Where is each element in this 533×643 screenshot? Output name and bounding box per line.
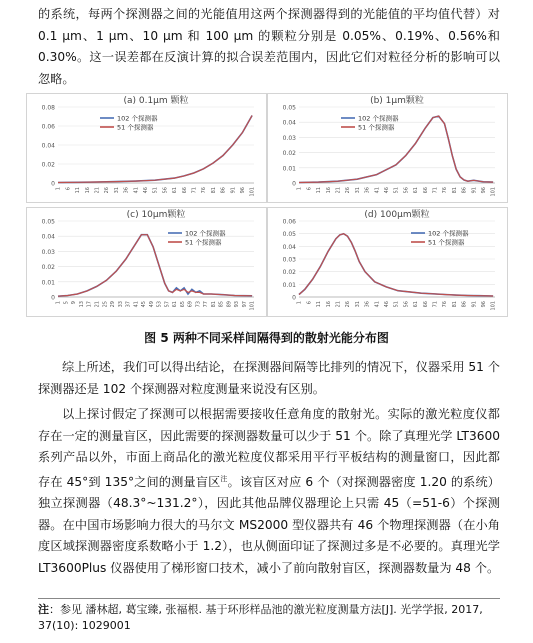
x-tick-label: 56 [403,301,410,308]
x-tick-label: 101 [490,301,497,311]
y-tick-label: 0 [51,180,55,188]
chart-frame [27,208,267,317]
y-tick-label: 0.02 [282,269,296,277]
y-tick-label: 0 [51,294,55,302]
paragraph-intro: 的系统，每两个探测器之间的光能值用这两个探测器得到的光能值的平均值代替）对 0.1 μm、1 μm、10 μm 和 100 μm 的颗粒分别是 0.05%、0.19%、0.56%和 0.30%。这一误差都在反演计算的拟合误差范围内，因此它们对粒径分析的影响可以忽略。 [38,7,500,86]
y-tick-label: 0.01 [282,281,296,289]
x-tick-label: 65 [179,301,186,308]
x-tick-label: 53 [156,301,163,308]
x-tick-label: 76 [442,187,449,194]
x-tick-label: 21 [94,187,101,194]
y-tick-label: 0 [292,294,296,302]
x-tick-label: 61 [413,187,420,194]
x-tick-label: 36 [364,301,371,308]
x-tick-label: 46 [384,187,391,194]
chart-panel-d [267,207,508,317]
paragraph-blind-zone-part2: 。该盲区对应 6 个（对探测器密度 1.20 的系统）独立探测器（48.3°~131.2°），因此其他品牌仪器理论上只需 45（=51-6）个探测器。在中国市场影响力很大的马尔文 MS2000 型仪器共有 46 个物理探测器（在小角度区域探测器密度系数略小于 1.2），也从侧面印证了探测过多是不必要的。真理光学 LT3600Plus 仪器使用了梯形窗口技术，减小了前向散射盲区，探测器数量为 48 个。 [38,474,500,575]
x-tick-label: 93 [234,301,241,308]
x-tick-label: 71 [191,187,198,194]
x-tick-label: 96 [481,301,488,308]
x-tick-label: 1 [55,187,62,191]
x-tick-label: 21 [335,301,342,308]
x-tick-label: 6 [306,301,313,305]
x-tick-label: 26 [104,187,111,194]
x-tick-label: 33 [117,301,124,308]
x-tick-label: 31 [354,187,361,194]
legend-label: 51 个探测器 [185,238,222,247]
x-tick-label: 5 [63,301,70,305]
x-tick-label: 97 [241,301,248,308]
x-tick-label: 46 [384,301,391,308]
y-tick-label: 0.01 [282,165,296,173]
x-tick-label: 81 [451,187,458,194]
y-tick-label: 0.05 [41,218,55,226]
y-tick-label: 0.04 [282,243,296,251]
x-tick-label: 69 [187,301,194,308]
footnote-body: ：参见 潘林超, 葛宝臻, 张福根. 基于环形样品池的激光粒度测量方法[J]. 光学学报, 2017, 37(10): 1029001 [38,603,483,632]
y-tick-label: 0.05 [282,231,296,239]
x-tick-label: 86 [220,187,227,194]
x-tick-label: 101 [249,301,256,311]
legend-label: 51 个探测器 [358,123,395,132]
x-tick-label: 16 [325,301,332,308]
y-tick-label: 0.05 [282,104,296,112]
x-tick-label: 66 [181,187,188,194]
y-tick-label: 0.04 [41,233,55,241]
y-tick-label: 0.06 [41,123,55,131]
x-tick-label: 51 [152,187,159,194]
footnote-divider [38,598,500,599]
x-tick-label: 66 [422,187,429,194]
x-tick-label: 56 [403,187,410,194]
x-tick-label: 16 [325,187,332,194]
x-tick-label: 91 [471,301,478,308]
chart-frame [268,208,508,317]
legend-label: 51 个探测器 [428,238,465,247]
chart-d [267,207,508,317]
x-tick-label: 21 [335,187,342,194]
x-tick-label: 21 [94,301,101,308]
x-tick-label: 26 [345,301,352,308]
y-tick-label: 0.02 [41,161,55,169]
x-tick-label: 31 [113,187,120,194]
x-tick-label: 91 [230,187,237,194]
legend-label: 102 个探测器 [117,114,158,123]
figure-5 [26,93,508,317]
x-tick-label: 61 [172,187,179,194]
chart-title: (b) 1μm颗粒 [370,96,424,106]
chart-frame [268,94,508,203]
y-tick-label: 0.02 [282,150,296,158]
x-tick-label: 57 [164,301,171,308]
paragraph-blind-zone [38,404,500,579]
x-tick-label: 6 [65,187,72,191]
x-tick-label: 71 [432,301,439,308]
x-tick-label: 41 [133,187,140,194]
x-tick-label: 101 [249,187,256,197]
y-tick-label: 0.03 [282,134,296,142]
chart-c [26,207,267,317]
x-tick-label: 36 [364,187,371,194]
y-tick-label: 0.08 [41,104,55,112]
footnote-label: 注 [38,603,49,616]
x-tick-label: 41 [374,301,381,308]
x-tick-label: 6 [306,187,313,191]
x-tick-label: 36 [123,187,130,194]
y-tick-label: 0.02 [41,264,55,272]
y-tick-label: 0.03 [282,256,296,264]
chart-title: (c) 10μm颗粒 [126,210,186,220]
x-tick-label: 85 [218,301,225,308]
legend-label: 102 个探测器 [358,114,399,123]
x-tick-label: 96 [481,187,488,194]
x-tick-label: 66 [422,301,429,308]
x-tick-label: 89 [226,301,233,308]
y-tick-label: 0.01 [41,279,55,287]
x-tick-label: 101 [490,187,497,197]
x-tick-label: 13 [78,301,85,308]
x-tick-label: 1 [296,187,303,191]
chart-b [267,93,508,203]
y-tick-label: 0.04 [282,119,296,127]
x-tick-label: 86 [461,301,468,308]
x-tick-label: 81 [451,301,458,308]
x-tick-label: 61 [413,301,420,308]
x-tick-label: 11 [316,301,323,308]
x-tick-label: 26 [345,187,352,194]
x-tick-label: 81 [210,187,217,194]
paragraph-blind-zone-part1: 以上探讨假定了探测可以根据需要接收任意角度的散射光。实际的激光粒度仪都存在一定的测量盲区，因此需要的探测器数量可以少于 51 个。除了真理光学 LT3600 系列产品以外，市面上商品化的激光粒度仪都采用平行平板结构的测量窗口，因此都存在 45°到 135°之间的测量盲区 [38,407,500,489]
x-tick-label: 16 [84,187,91,194]
x-tick-label: 11 [316,187,323,194]
x-tick-label: 46 [143,187,150,194]
x-tick-label: 11 [75,187,82,194]
paragraph-conclusion: 综上所述，我们可以得出结论，在探测器间隔等比排列的情况下，仪器采用 51 个探测器还是 102 个探测器对粒度测量来说没有区别。 [38,360,500,396]
x-tick-label: 1 [296,301,303,305]
legend-label: 102 个探测器 [185,229,226,238]
x-tick-label: 77 [203,301,210,308]
chart-title: (d) 100μm颗粒 [364,210,430,220]
x-tick-label: 51 [393,187,400,194]
y-tick-label: 0 [292,180,296,188]
x-tick-label: 25 [102,301,109,308]
x-tick-label: 31 [354,301,361,308]
x-tick-label: 73 [195,301,202,308]
chart-panel-c [26,207,267,317]
footnote [38,602,500,634]
x-tick-label: 9 [71,301,78,305]
chart-a [26,93,267,203]
x-tick-label: 76 [442,301,449,308]
x-tick-label: 86 [461,187,468,194]
y-tick-label: 0.03 [41,248,55,256]
x-tick-label: 56 [162,187,169,194]
chart-panel-a [26,93,267,203]
x-tick-label: 41 [374,187,381,194]
x-tick-label: 29 [110,301,117,308]
x-tick-label: 76 [201,187,208,194]
footnote-marker: 注 [220,474,228,483]
x-tick-label: 49 [148,301,155,308]
x-tick-label: 61 [172,301,179,308]
x-tick-label: 91 [471,187,478,194]
figure-caption: 图 5 两种不同采样间隔得到的散射光能分布图 [144,331,389,345]
x-tick-label: 1 [55,301,62,305]
chart-panel-b [267,93,508,203]
x-tick-label: 51 [393,301,400,308]
x-tick-label: 37 [125,301,132,308]
x-tick-label: 45 [141,301,148,308]
y-tick-label: 0.04 [41,142,55,150]
legend-label: 102 个探测器 [428,229,469,238]
legend-label: 51 个探测器 [117,123,154,132]
x-tick-label: 96 [240,187,247,194]
x-tick-label: 41 [133,301,140,308]
x-tick-label: 17 [86,301,93,308]
x-tick-label: 81 [210,301,217,308]
chart-title: (a) 0.1μm 颗粒 [123,96,189,106]
y-tick-label: 0.06 [282,218,296,226]
x-tick-label: 71 [432,187,439,194]
